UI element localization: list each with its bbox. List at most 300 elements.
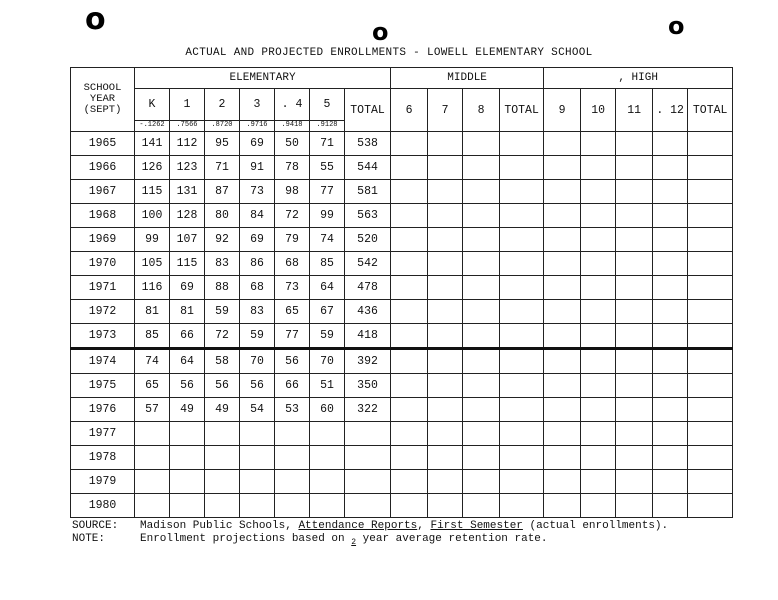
empty-cell <box>428 422 463 446</box>
empty-cell <box>616 494 653 518</box>
enrollment-cell <box>275 494 310 518</box>
enrollment-cell: 58 <box>205 349 240 374</box>
col-header-2: 2 <box>205 89 240 121</box>
col-header-3: 3 <box>240 89 275 121</box>
empty-cell <box>688 276 733 300</box>
enrollment-cell: 77 <box>275 324 310 349</box>
empty-cell <box>544 349 581 374</box>
elementary-total-cell: 538 <box>345 132 391 156</box>
empty-cell <box>616 349 653 374</box>
enrollment-cell: 112 <box>170 132 205 156</box>
enrollment-cell: 53 <box>275 398 310 422</box>
empty-cell <box>391 324 428 349</box>
source-text-end: (actual enrollments). <box>529 520 669 532</box>
retention-rate: .9128 <box>310 121 345 132</box>
empty-cell <box>688 228 733 252</box>
enrollment-cell: 78 <box>275 156 310 180</box>
empty-cell <box>391 349 428 374</box>
year-cell: 1975 <box>71 374 135 398</box>
enrollment-cell: 115 <box>135 180 170 204</box>
source-comma: , <box>417 520 424 532</box>
empty-cell <box>391 156 428 180</box>
empty-cell <box>500 398 544 422</box>
page-title: ACTUAL AND PROJECTED ENROLLMENTS - LOWELL ELEMENTARY SCHOOL <box>185 47 593 59</box>
empty-cell <box>463 252 500 276</box>
enrollment-cell: 74 <box>310 228 345 252</box>
empty-cell <box>463 300 500 324</box>
enrollment-cell: 50 <box>275 132 310 156</box>
empty-cell <box>428 324 463 349</box>
enrollment-cell: 88 <box>205 276 240 300</box>
note-text: Enrollment projections based on <box>140 533 345 545</box>
empty-cell <box>391 252 428 276</box>
table-row <box>71 446 733 470</box>
empty-cell <box>544 470 581 494</box>
empty-cell <box>428 180 463 204</box>
empty-cell <box>428 300 463 324</box>
enrollment-cell <box>240 494 275 518</box>
enrollment-cell: 83 <box>205 252 240 276</box>
empty-cell <box>463 494 500 518</box>
enrollment-cell <box>135 422 170 446</box>
enrollment-cell <box>170 446 205 470</box>
empty-cell <box>500 276 544 300</box>
retention-rate: .9716 <box>240 121 275 132</box>
empty-cell <box>391 180 428 204</box>
elementary-total-cell: 520 <box>345 228 391 252</box>
empty-cell <box>653 204 688 228</box>
table-row <box>71 374 733 398</box>
source-text: Madison Public Schools, <box>140 520 292 532</box>
col-header-12: . 12 <box>653 89 688 132</box>
empty-cell <box>653 132 688 156</box>
empty-cell <box>544 494 581 518</box>
footer <box>72 520 668 549</box>
elementary-total-cell <box>345 494 391 518</box>
empty-cell <box>688 470 733 494</box>
enrollment-cell: 65 <box>135 374 170 398</box>
empty-cell <box>544 422 581 446</box>
col-header-6: 6 <box>391 89 428 132</box>
empty-cell <box>463 156 500 180</box>
empty-cell <box>544 398 581 422</box>
empty-cell <box>544 374 581 398</box>
enrollment-cell: 73 <box>240 180 275 204</box>
col-header-7: 7 <box>428 89 463 132</box>
empty-cell <box>688 132 733 156</box>
empty-cell <box>581 446 616 470</box>
empty-cell <box>463 276 500 300</box>
col-header-11: 11 <box>616 89 653 132</box>
empty-cell <box>688 374 733 398</box>
empty-cell <box>581 349 616 374</box>
enrollment-cell: 71 <box>310 132 345 156</box>
empty-cell <box>688 156 733 180</box>
empty-cell <box>616 374 653 398</box>
enrollment-cell: 56 <box>275 349 310 374</box>
note-line <box>72 533 668 549</box>
punch-hole: o <box>372 18 389 46</box>
enrollment-cell <box>310 494 345 518</box>
enrollment-cell: 105 <box>135 252 170 276</box>
enrollment-cell <box>205 494 240 518</box>
empty-cell <box>653 349 688 374</box>
elementary-total-cell <box>345 422 391 446</box>
empty-cell <box>463 180 500 204</box>
year-cell: 1968 <box>71 204 135 228</box>
empty-cell <box>581 276 616 300</box>
empty-cell <box>688 180 733 204</box>
note-text-end: year average retention rate. <box>362 533 548 545</box>
empty-cell <box>616 180 653 204</box>
empty-cell <box>581 324 616 349</box>
empty-cell <box>616 156 653 180</box>
enrollment-cell: 92 <box>205 228 240 252</box>
enrollment-cell: 99 <box>310 204 345 228</box>
empty-cell <box>428 252 463 276</box>
enrollment-cell: 70 <box>310 349 345 374</box>
empty-cell <box>463 374 500 398</box>
empty-cell <box>616 422 653 446</box>
empty-cell <box>428 374 463 398</box>
empty-cell <box>688 204 733 228</box>
enrollment-cell: 69 <box>240 132 275 156</box>
enrollment-cell <box>170 494 205 518</box>
enrollment-cell: 64 <box>170 349 205 374</box>
table-row <box>71 349 733 374</box>
empty-cell <box>500 374 544 398</box>
enrollment-cell: 107 <box>170 228 205 252</box>
retention-rate: -.1262 <box>135 121 170 132</box>
note-year-count: 2 <box>351 538 357 547</box>
table-row <box>71 494 733 518</box>
col-header-9: 9 <box>544 89 581 132</box>
empty-cell <box>544 204 581 228</box>
source-label: SOURCE: <box>72 520 119 532</box>
empty-cell <box>391 398 428 422</box>
empty-cell <box>500 252 544 276</box>
year-cell: 1980 <box>71 494 135 518</box>
empty-cell <box>653 252 688 276</box>
empty-cell <box>463 324 500 349</box>
empty-cell <box>581 228 616 252</box>
empty-cell <box>463 349 500 374</box>
enrollment-cell <box>310 470 345 494</box>
enrollment-cell: 66 <box>275 374 310 398</box>
empty-cell <box>544 228 581 252</box>
enrollment-cell <box>135 446 170 470</box>
empty-cell <box>500 132 544 156</box>
punch-hole: o <box>668 12 685 40</box>
col-header-8: 8 <box>463 89 500 132</box>
enrollment-cell: 85 <box>310 252 345 276</box>
enrollment-cell <box>240 470 275 494</box>
empty-cell <box>544 324 581 349</box>
year-cell: 1973 <box>71 324 135 349</box>
empty-cell <box>688 494 733 518</box>
empty-cell <box>544 252 581 276</box>
table-row <box>71 324 733 349</box>
empty-cell <box>463 398 500 422</box>
col-header-5: 5 <box>310 89 345 121</box>
enrollment-cell: 73 <box>275 276 310 300</box>
empty-cell <box>428 446 463 470</box>
empty-cell <box>391 470 428 494</box>
empty-cell <box>688 349 733 374</box>
enrollment-cell <box>170 422 205 446</box>
elementary-total-cell: 350 <box>345 374 391 398</box>
elementary-total-cell: 322 <box>345 398 391 422</box>
table-row <box>71 398 733 422</box>
empty-cell <box>428 470 463 494</box>
enrollment-cell: 51 <box>310 374 345 398</box>
empty-cell <box>391 374 428 398</box>
empty-cell <box>500 324 544 349</box>
year-cell: 1967 <box>71 180 135 204</box>
year-cell: 1971 <box>71 276 135 300</box>
enrollment-cell: 98 <box>275 180 310 204</box>
enrollment-cell: 59 <box>205 300 240 324</box>
empty-cell <box>653 180 688 204</box>
empty-cell <box>616 300 653 324</box>
high-header: , HIGH <box>544 68 733 89</box>
table-row <box>71 422 733 446</box>
enrollment-cell: 67 <box>310 300 345 324</box>
enrollment-cell: 85 <box>135 324 170 349</box>
table-row <box>71 470 733 494</box>
empty-cell <box>391 446 428 470</box>
table-row <box>71 228 733 252</box>
empty-cell <box>428 228 463 252</box>
empty-cell <box>463 204 500 228</box>
empty-cell <box>616 324 653 349</box>
year-cell: 1970 <box>71 252 135 276</box>
col-header-middle-total: TOTAL <box>500 89 544 132</box>
enrollment-cell <box>135 470 170 494</box>
elementary-total-cell: 392 <box>345 349 391 374</box>
middle-header: MIDDLE <box>391 68 544 89</box>
empty-cell <box>653 156 688 180</box>
empty-cell <box>428 156 463 180</box>
enrollment-cell <box>275 470 310 494</box>
empty-cell <box>463 132 500 156</box>
elementary-total-cell: 542 <box>345 252 391 276</box>
empty-cell <box>653 300 688 324</box>
enrollment-cell: 49 <box>205 398 240 422</box>
table-row <box>71 276 733 300</box>
empty-cell <box>653 494 688 518</box>
empty-cell <box>500 349 544 374</box>
enrollment-cell: 68 <box>275 252 310 276</box>
year-cell: 1966 <box>71 156 135 180</box>
empty-cell <box>688 252 733 276</box>
elementary-total-cell: 581 <box>345 180 391 204</box>
enrollment-cell <box>240 422 275 446</box>
empty-cell <box>653 276 688 300</box>
enrollment-cell: 80 <box>205 204 240 228</box>
empty-cell <box>616 276 653 300</box>
empty-cell <box>391 132 428 156</box>
elementary-total-cell: 436 <box>345 300 391 324</box>
table-body <box>71 132 733 518</box>
year-cell: 1978 <box>71 446 135 470</box>
year-cell: 1969 <box>71 228 135 252</box>
empty-cell <box>391 276 428 300</box>
empty-cell <box>581 422 616 446</box>
col-header-k: K <box>135 89 170 121</box>
empty-cell <box>428 276 463 300</box>
enrollment-cell: 131 <box>170 180 205 204</box>
source-title-attendance: Attendance Reports <box>298 520 418 532</box>
enrollment-cell <box>170 470 205 494</box>
enrollment-cell: 54 <box>240 398 275 422</box>
enrollment-cell: 64 <box>310 276 345 300</box>
enrollment-cell: 116 <box>135 276 170 300</box>
enrollment-cell: 99 <box>135 228 170 252</box>
enrollment-cell <box>205 470 240 494</box>
enrollment-table <box>70 67 733 518</box>
empty-cell <box>500 300 544 324</box>
empty-cell <box>500 470 544 494</box>
empty-cell <box>500 180 544 204</box>
empty-cell <box>544 180 581 204</box>
year-cell: 1979 <box>71 470 135 494</box>
col-header-elem-total: TOTAL <box>345 89 391 132</box>
enrollment-cell: 66 <box>170 324 205 349</box>
empty-cell <box>500 446 544 470</box>
empty-cell <box>581 300 616 324</box>
enrollment-cell: 70 <box>240 349 275 374</box>
enrollment-cell <box>275 446 310 470</box>
enrollment-cell <box>135 494 170 518</box>
enrollment-cell: 81 <box>170 300 205 324</box>
empty-cell <box>500 204 544 228</box>
enrollment-cell: 49 <box>170 398 205 422</box>
source-line <box>72 520 668 533</box>
enrollment-cell: 71 <box>205 156 240 180</box>
enrollment-cell: 83 <box>240 300 275 324</box>
elementary-total-cell: 478 <box>345 276 391 300</box>
enrollment-cell: 84 <box>240 204 275 228</box>
elementary-total-cell: 563 <box>345 204 391 228</box>
table-row <box>71 132 733 156</box>
empty-cell <box>653 422 688 446</box>
empty-cell <box>500 494 544 518</box>
empty-cell <box>581 132 616 156</box>
elementary-total-cell <box>345 470 391 494</box>
empty-cell <box>500 422 544 446</box>
enrollment-cell: 56 <box>170 374 205 398</box>
enrollment-cell <box>310 422 345 446</box>
elementary-header: ELEMENTARY <box>135 68 391 89</box>
table-row <box>71 252 733 276</box>
col-header-4: . 4 <box>275 89 310 121</box>
empty-cell <box>616 446 653 470</box>
enrollment-cell: 115 <box>170 252 205 276</box>
enrollment-cell: 86 <box>240 252 275 276</box>
empty-cell <box>616 228 653 252</box>
empty-cell <box>688 446 733 470</box>
enrollment-cell: 79 <box>275 228 310 252</box>
empty-cell <box>544 300 581 324</box>
enrollment-cell: 57 <box>135 398 170 422</box>
retention-rate: .7566 <box>170 121 205 132</box>
retention-rate: .9418 <box>275 121 310 132</box>
enrollment-cell: 95 <box>205 132 240 156</box>
enrollment-cell: 128 <box>170 204 205 228</box>
enrollment-cell: 55 <box>310 156 345 180</box>
enrollment-cell: 100 <box>135 204 170 228</box>
empty-cell <box>688 398 733 422</box>
empty-cell <box>391 228 428 252</box>
empty-cell <box>581 494 616 518</box>
empty-cell <box>428 494 463 518</box>
empty-cell <box>653 228 688 252</box>
empty-cell <box>581 470 616 494</box>
elementary-total-cell: 418 <box>345 324 391 349</box>
empty-cell <box>391 204 428 228</box>
enrollment-cell: 141 <box>135 132 170 156</box>
enrollment-cell <box>205 446 240 470</box>
empty-cell <box>428 204 463 228</box>
enrollment-cell <box>240 446 275 470</box>
empty-cell <box>581 252 616 276</box>
enrollment-cell: 123 <box>170 156 205 180</box>
empty-cell <box>500 156 544 180</box>
table-row <box>71 300 733 324</box>
empty-cell <box>428 132 463 156</box>
empty-cell <box>544 132 581 156</box>
col-header-1: 1 <box>170 89 205 121</box>
enrollment-cell: 59 <box>240 324 275 349</box>
empty-cell <box>653 470 688 494</box>
empty-cell <box>463 470 500 494</box>
empty-cell <box>688 422 733 446</box>
enrollment-cell: 91 <box>240 156 275 180</box>
year-cell: 1974 <box>71 349 135 374</box>
enrollment-cell: 72 <box>275 204 310 228</box>
empty-cell <box>581 374 616 398</box>
empty-cell <box>653 398 688 422</box>
enrollment-cell: 69 <box>170 276 205 300</box>
empty-cell <box>616 252 653 276</box>
table-row <box>71 204 733 228</box>
enrollment-cell: 59 <box>310 324 345 349</box>
empty-cell <box>688 300 733 324</box>
enrollment-cell: 69 <box>240 228 275 252</box>
enrollment-cell: 74 <box>135 349 170 374</box>
empty-cell <box>463 422 500 446</box>
table-row <box>71 156 733 180</box>
year-cell: 1976 <box>71 398 135 422</box>
empty-cell <box>391 422 428 446</box>
school-year-header: SCHOOL YEAR (SEPT) <box>71 68 135 132</box>
empty-cell <box>428 349 463 374</box>
empty-cell <box>653 374 688 398</box>
table-row <box>71 180 733 204</box>
enrollment-cell: 60 <box>310 398 345 422</box>
enrollment-cell: 126 <box>135 156 170 180</box>
note-label: NOTE: <box>72 533 106 545</box>
empty-cell <box>653 324 688 349</box>
enrollment-cell: 65 <box>275 300 310 324</box>
empty-cell <box>581 156 616 180</box>
empty-cell <box>581 398 616 422</box>
empty-cell <box>391 300 428 324</box>
empty-cell <box>500 228 544 252</box>
col-header-10: 10 <box>581 89 616 132</box>
enrollment-cell: 81 <box>135 300 170 324</box>
